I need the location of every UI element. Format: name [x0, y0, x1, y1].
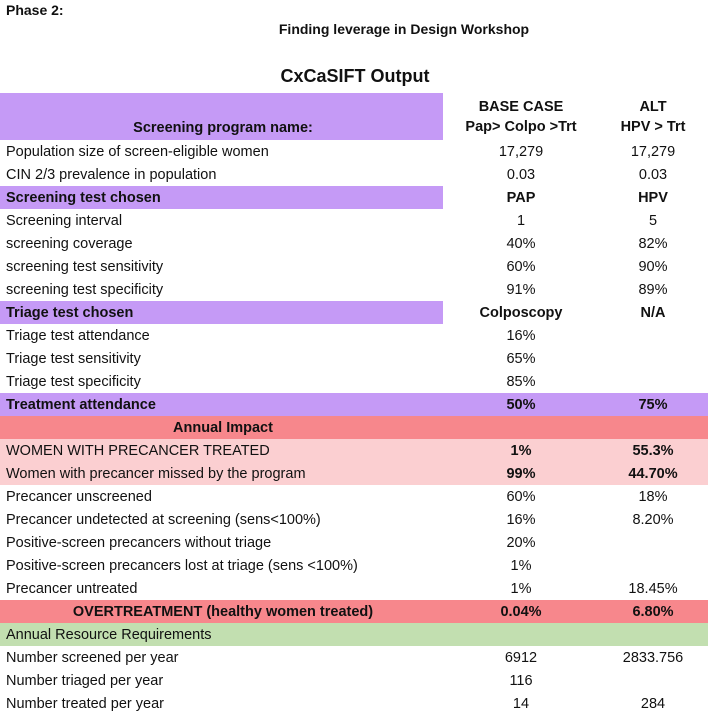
section-resource-requirements — [0, 623, 708, 646]
row-label: Treatment attendance — [6, 396, 156, 413]
row-base-value: 1% — [510, 580, 532, 597]
section-title: Annual Impact — [173, 419, 273, 436]
row-alt-value — [598, 370, 708, 393]
alt-header — [598, 93, 708, 140]
row-label: Triage test chosen — [6, 304, 134, 321]
row-base-value: 99% — [506, 465, 536, 482]
row-alt-value: 0.03 — [638, 166, 668, 183]
row-alt-value: 75% — [638, 396, 668, 413]
row-alt-value: N/A — [640, 304, 666, 321]
table-row-treatment-attendance — [0, 393, 708, 416]
row-label: Precancer undetected at screening (sens<100%) — [6, 511, 321, 528]
table-row-triage-test — [0, 301, 708, 324]
table-row — [0, 554, 708, 577]
row-alt-value: HPV — [638, 189, 668, 206]
row-base-value: 0.03 — [506, 166, 536, 183]
row-label: Triage test specificity — [6, 373, 141, 390]
row-label: Triage test attendance — [6, 327, 150, 344]
table-row — [0, 370, 708, 393]
row-alt-value: 8.20% — [632, 511, 674, 528]
row-alt-value: 18% — [638, 488, 668, 505]
row-base-value: 14 — [512, 695, 530, 712]
row-base-value: 16% — [506, 511, 536, 528]
row-alt-value: 284 — [640, 695, 666, 712]
row-label: Precancer untreated — [6, 580, 138, 597]
workshop-title: Finding leverage in Design Workshop — [278, 21, 530, 37]
section-title: Annual Resource Requirements — [6, 626, 212, 643]
row-label: Screening interval — [6, 212, 123, 229]
row-base-value: Colposcopy — [479, 304, 563, 321]
table-row — [0, 255, 708, 278]
table-row — [0, 347, 708, 370]
row-alt-value: 90% — [638, 258, 668, 275]
table-row — [0, 577, 708, 600]
section-annual-impact — [0, 416, 708, 439]
row-alt-value: 55.3% — [632, 442, 674, 459]
row-alt-value: 18.45% — [628, 580, 678, 597]
row-label: Screening test chosen — [6, 189, 161, 206]
row-label: Triage test sensitivity — [6, 350, 141, 367]
alt-subtitle: HPV > Trt — [620, 118, 686, 135]
row-base-value: 0.04% — [500, 603, 542, 620]
row-label: OVERTREATMENT (healthy women treated) — [72, 603, 374, 620]
phase-label: Phase 2: — [6, 2, 64, 18]
row-base-value: 17,279 — [498, 143, 544, 160]
table-row — [0, 508, 708, 531]
row-base-value: PAP — [506, 189, 536, 206]
row-base-value: 85% — [506, 373, 536, 390]
row-label: WOMEN WITH PRECANCER TREATED — [6, 442, 270, 459]
row-alt-value: 82% — [638, 235, 668, 252]
program-name-row — [0, 93, 708, 140]
row-label: Number treated per year — [6, 695, 164, 712]
row-alt-value — [598, 531, 708, 554]
row-base-value: 65% — [506, 350, 536, 367]
row-alt-value: 89% — [638, 281, 668, 298]
table-row — [0, 485, 708, 508]
row-base-value: 1% — [510, 442, 532, 459]
row-base-value: 6912 — [504, 649, 538, 666]
table-row-screening-test — [0, 186, 708, 209]
row-alt-value: 44.70% — [628, 465, 678, 482]
row-label: screening coverage — [6, 235, 133, 252]
table-row-women-missed — [0, 462, 708, 485]
row-alt-value — [598, 554, 708, 577]
row-label: Women with precancer missed by the program — [6, 465, 306, 482]
table-row — [0, 324, 708, 347]
row-label: Number triaged per year — [6, 672, 164, 689]
row-label: Population size of screen-eligible women — [6, 143, 269, 160]
row-base-value: 40% — [506, 235, 536, 252]
program-name-label: Screening program name: — [133, 120, 313, 136]
row-alt-value — [598, 347, 708, 370]
row-alt-value: 6.80% — [632, 603, 674, 620]
row-base-value: 91% — [506, 281, 536, 298]
sheet-title: CxCaSIFT Output — [280, 66, 430, 86]
row-alt-value: 17,279 — [630, 143, 676, 160]
table-row — [0, 232, 708, 255]
base-case-title: BASE CASE — [478, 98, 564, 115]
row-label: Positive-screen precancers lost at triage (sens <100%) — [6, 557, 358, 574]
row-alt-value — [598, 669, 708, 692]
base-case-subtitle: Pap> Colpo >Trt — [465, 118, 577, 135]
base-case-header — [446, 93, 596, 140]
row-base-value: 16% — [506, 327, 536, 344]
table-row — [0, 140, 708, 163]
row-base-value: 20% — [506, 534, 536, 551]
row-alt-value: 5 — [648, 212, 658, 229]
table-row — [0, 692, 708, 715]
table-row — [0, 278, 708, 301]
row-alt-value — [598, 324, 708, 347]
row-label: Number screened per year — [6, 649, 179, 666]
row-base-value: 50% — [506, 396, 536, 413]
output-table — [0, 93, 708, 715]
row-label: CIN 2/3 prevalence in population — [6, 166, 217, 183]
table-row — [0, 163, 708, 186]
row-label: Precancer unscreened — [6, 488, 152, 505]
row-base-value: 1% — [510, 557, 532, 574]
table-row-women-treated — [0, 439, 708, 462]
row-base-value: 116 — [509, 672, 533, 689]
table-row — [0, 209, 708, 232]
table-row — [0, 646, 708, 669]
table-row — [0, 531, 708, 554]
row-label: screening test specificity — [6, 281, 164, 298]
row-base-value: 60% — [506, 488, 536, 505]
row-label: Positive-screen precancers without triage — [6, 534, 272, 551]
table-row-overtreatment — [0, 600, 708, 623]
row-base-value: 1 — [516, 212, 526, 229]
table-row — [0, 669, 708, 692]
row-base-value: 60% — [506, 258, 536, 275]
row-label: screening test sensitivity — [6, 258, 164, 275]
alt-title: ALT — [639, 98, 667, 115]
row-alt-value: 2833.756 — [622, 649, 684, 666]
